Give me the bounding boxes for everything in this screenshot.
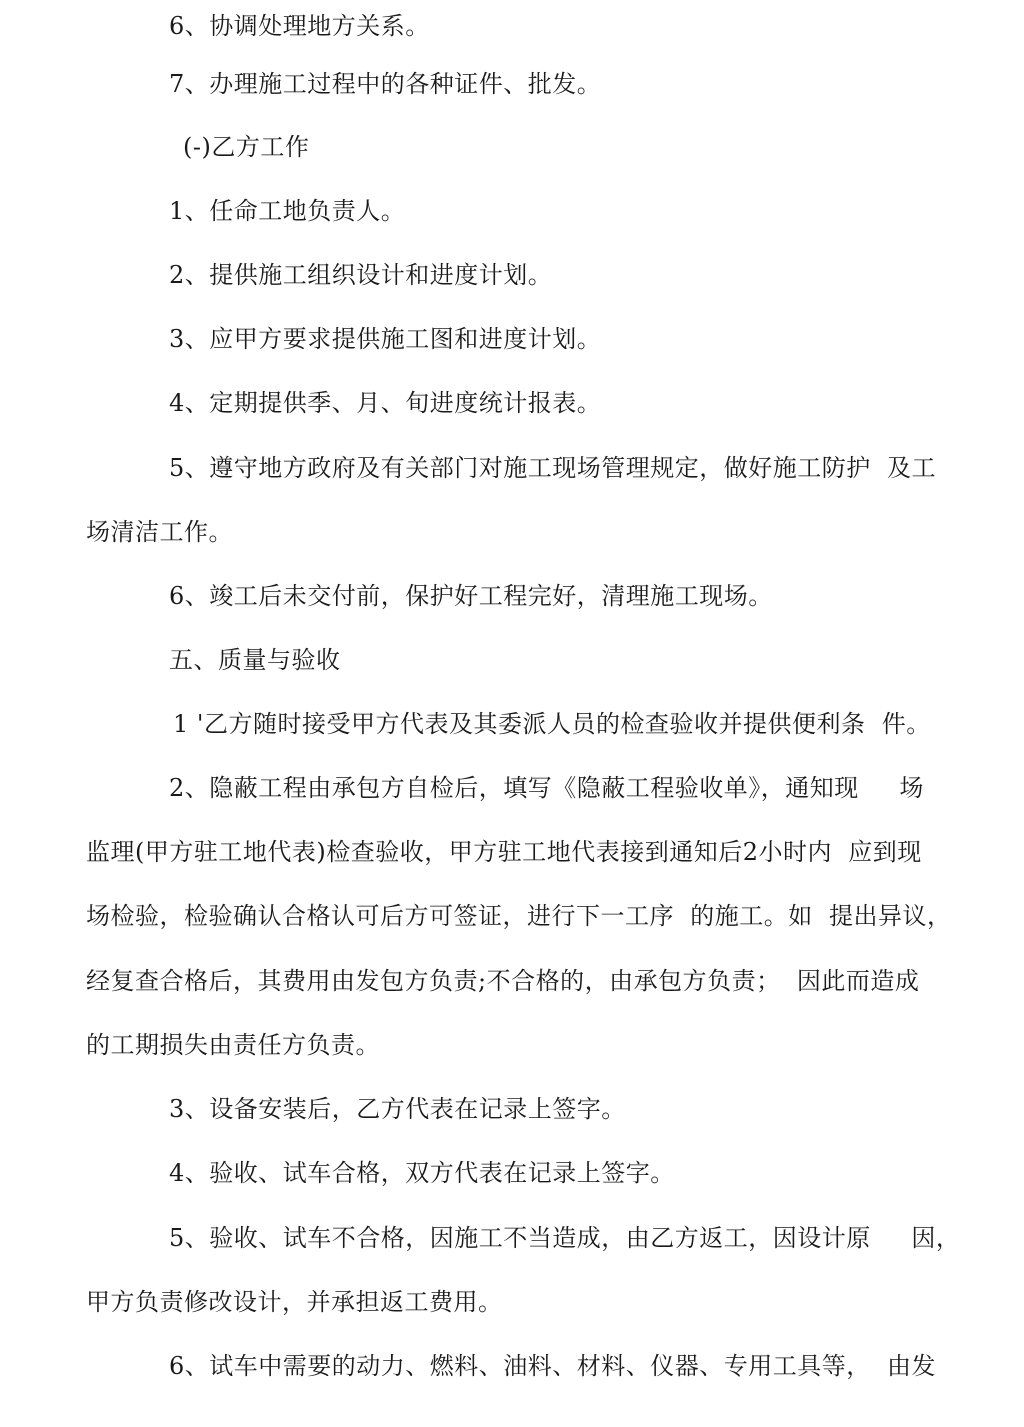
text-line: 3、应甲方要求提供施工图和进度计划。 bbox=[169, 325, 602, 353]
text-line: 4、定期提供季、月、旬进度统计报表。 bbox=[169, 389, 602, 417]
section-heading: (-)乙方工作 bbox=[183, 133, 310, 161]
text-line: 6、协调处理地方关系。 bbox=[169, 12, 430, 40]
section-heading: 五、质量与验收 bbox=[169, 646, 341, 674]
text-line: 场清洁工作。 bbox=[86, 518, 233, 546]
text-line: 的工期损失由责任方负责。 bbox=[86, 1031, 380, 1059]
text-line: 2、隐蔽工程由承包方自检后，填写《隐蔽工程验收单》，通知现 场 bbox=[169, 774, 924, 802]
text-line: 4、验收、试车合格，双方代表在记录上签字。 bbox=[169, 1159, 675, 1187]
text-line: 1、任命工地负责人。 bbox=[169, 197, 406, 225]
text-line: 甲方负责修改设计，并承担返工费用。 bbox=[86, 1288, 503, 1316]
text-line: 经复查合格后，其费用由发包方负责;不合格的，由承包方负责； 因此而造成 bbox=[86, 967, 920, 995]
text-line: 3、设备安装后，乙方代表在记录上签字。 bbox=[169, 1095, 626, 1123]
text-line: 6、试车中需要的动力、燃料、油料、材料、仪器、专用工具等， 由发 bbox=[169, 1352, 937, 1380]
text-line: 1 '乙方随时接受甲方代表及其委派人员的检查验收并提供便利条 件。 bbox=[173, 710, 931, 738]
text-line: 7、办理施工过程中的各种证件、批发。 bbox=[169, 70, 602, 98]
text-line: 监理(甲方驻工地代表)检查验收，甲方驻工地代表接到通知后2小时内 应到现 bbox=[86, 838, 922, 866]
text-line: 5、遵守地方政府及有关部门对施工现场管理规定，做好施工防护 及工 bbox=[169, 454, 937, 482]
text-line: 2、提供施工组织设计和进度计划。 bbox=[169, 261, 553, 289]
text-line: 5、验收、试车不合格，因施工不当造成，由乙方返工，因设计原 因， bbox=[169, 1224, 961, 1252]
text-line: 场检验，检验确认合格认可后方可签证，进行下一工序 的施工。如 提出异议， bbox=[86, 902, 952, 930]
text-line: 6、竣工后未交付前，保护好工程完好，清理施工现场。 bbox=[169, 582, 773, 610]
